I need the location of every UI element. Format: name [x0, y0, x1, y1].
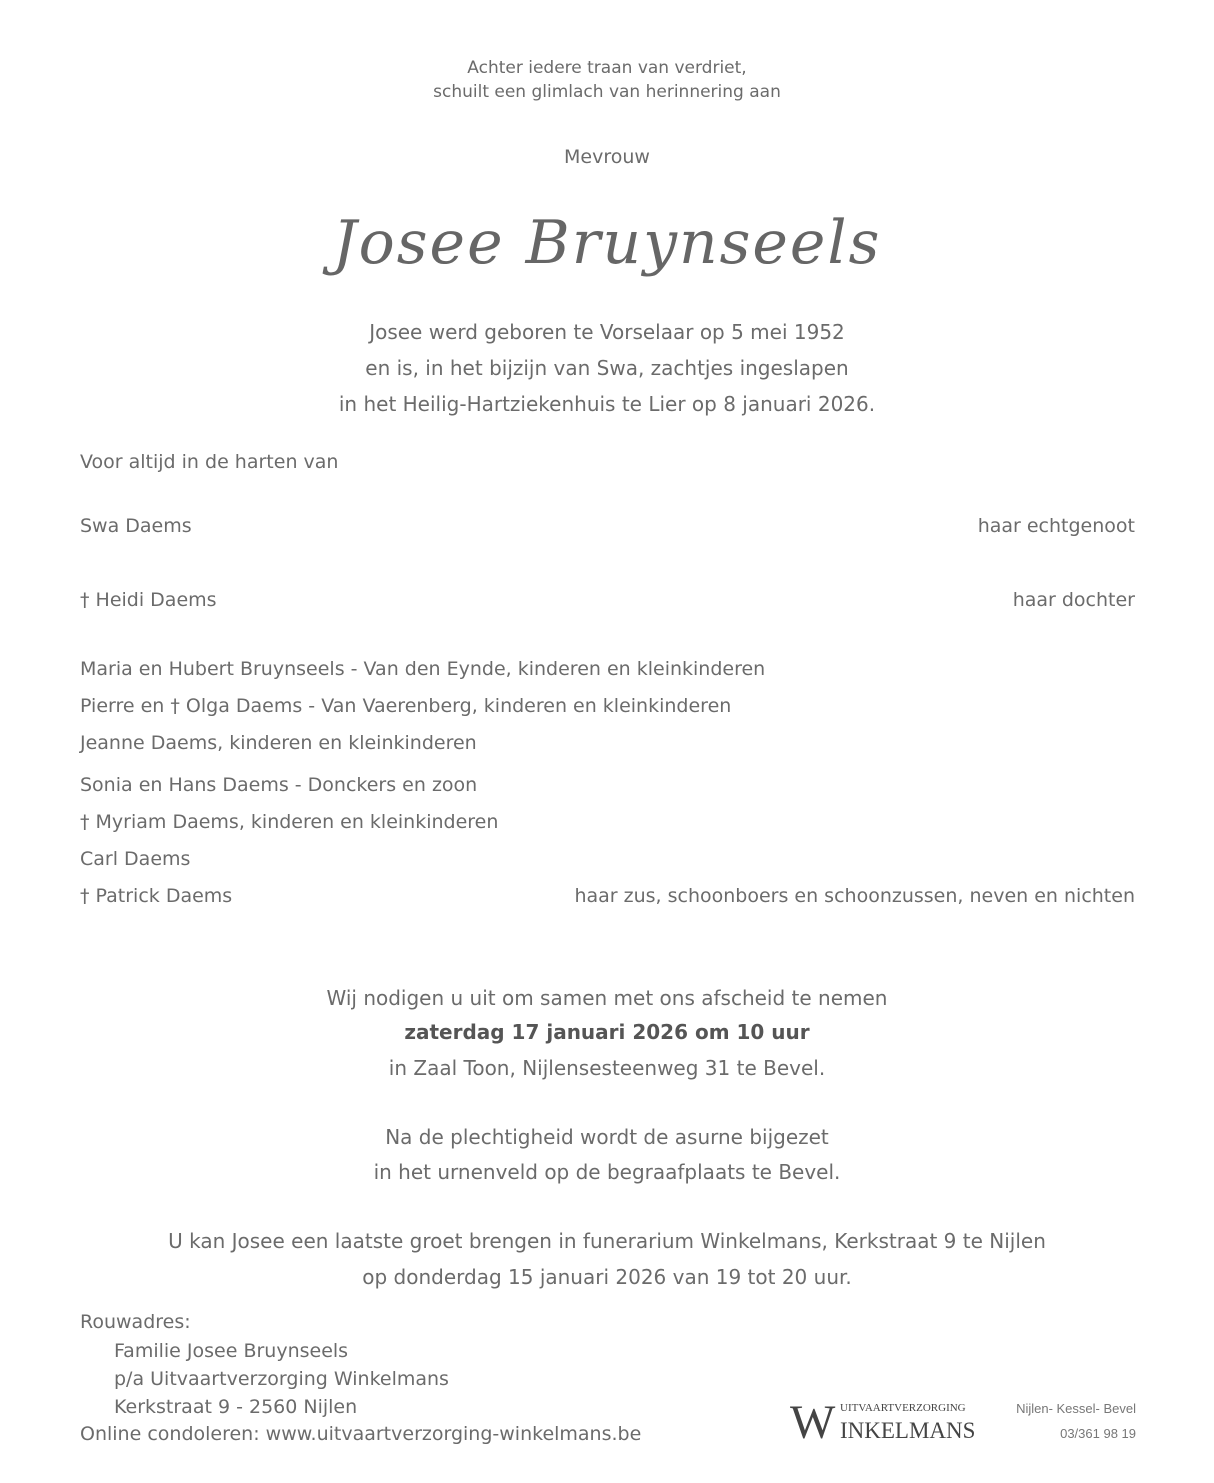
spouse-name: Swa Daems: [80, 515, 192, 537]
address-line: p/a Uitvaartverzorging Winkelmans: [114, 1368, 449, 1390]
address-line: Familie Josee Bruynseels: [114, 1340, 349, 1362]
family-line: † Patrick Daems: [80, 885, 233, 907]
online-condolence-link[interactable]: Online condoleren: www.uitvaartverzorging-winkelmans.be: [80, 1423, 642, 1445]
bio-line: Josee werd geboren te Vorselaar op 5 mei 1952: [369, 320, 845, 344]
bio-line: en is, in het bijzijn van Swa, zachtjes ingeslapen: [365, 356, 849, 380]
ceremony-date-text: zaterdag 17 januari 2026 om 10 uur: [404, 1020, 810, 1044]
daughter-name: † Heidi Daems: [80, 589, 217, 611]
address-line: Kerkstraat 9 - 2560 Nijlen: [114, 1396, 358, 1418]
burial-line: in het urnenveld op de begraafplaats te Bevel.: [373, 1160, 841, 1184]
burial-line: Na de plechtigheid wordt de asurne bijgezet: [385, 1125, 829, 1149]
intro-line: Achter iedere traan van verdriet,: [467, 58, 747, 78]
invitation-line: in Zaal Toon, Nijlensesteenweg 31 te Bevel.: [388, 1056, 826, 1080]
logo-initial: W: [790, 1396, 836, 1449]
logo-bottom-text: INKELMANS: [840, 1418, 976, 1443]
salutation: Mevrouw: [564, 146, 650, 168]
logo-top-text: UITVAARTVERZORGING: [840, 1402, 966, 1414]
ceremony-date: [0, 1020, 1214, 1044]
address-label: Rouwadres:: [80, 1311, 191, 1333]
family-line: Carl Daems: [80, 848, 191, 870]
visit-line: U kan Josee een laatste groet brengen in funerarium Winkelmans, Kerkstraat 9 te Nijlen: [168, 1229, 1046, 1253]
logo-locations: Nijlen- Kessel- Bevel: [1016, 1401, 1136, 1416]
intro-line: schuilt een glimlach van herinnering aan: [433, 82, 781, 102]
family-line: Jeanne Daems, kinderen en kleinkinderen: [80, 732, 477, 754]
mourners-intro: Voor altijd in de harten van: [80, 451, 339, 473]
spouse-relation: haar echtgenoot: [977, 515, 1135, 537]
funeral-home-logo: [790, 1396, 1136, 1450]
family-line: Sonia en Hans Daems - Donckers en zoon: [80, 774, 478, 796]
invitation-line: Wij nodigen u uit om samen met ons afscheid te nemen: [326, 986, 888, 1010]
daughter-relation: haar dochter: [1012, 589, 1135, 611]
family-line: Maria en Hubert Bruynseels - Van den Eynde, kinderen en kleinkinderen: [80, 658, 766, 680]
bio-line: in het Heilig-Hartziekenhuis te Lier op 8 januari 2026.: [338, 392, 876, 416]
family-line: Pierre en † Olga Daems - Van Vaerenberg, kinderen en kleinkinderen: [80, 695, 732, 717]
visit-line: op donderdag 15 januari 2026 van 19 tot 20 uur.: [362, 1265, 852, 1289]
family-relation: haar zus, schoonboers en schoonzussen, neven en nichten: [574, 885, 1135, 907]
family-line: † Myriam Daems, kinderen en kleinkinderen: [80, 811, 499, 833]
deceased-name: Josee Bruynseels: [332, 208, 882, 278]
logo-phone: 03/361 98 19: [1060, 1426, 1136, 1441]
